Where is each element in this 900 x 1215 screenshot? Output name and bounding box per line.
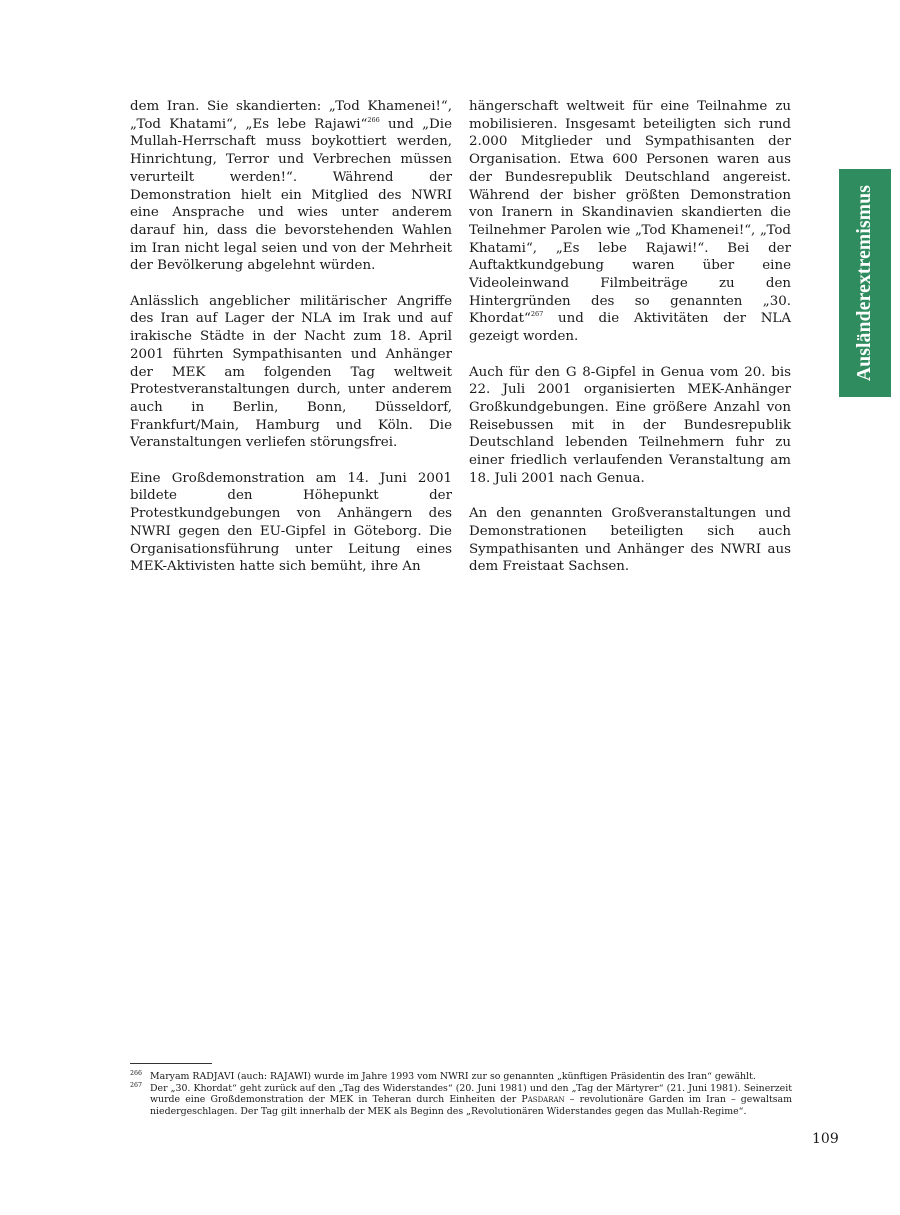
paragraph: hängerschaft weltweit für eine Teilnahme zu mobilisieren. Insgesamt beteiligten sich rund 2.000 Mitglieder und Sympathisanten der Organisation. Etwa 600 Personen waren aus der Bundesrepublik Deutschland angereist. Während der bisher größten Demonstration von Iranern in Skandinavien skandierten die Teilnehmer Parolen wie „Tod Khamenei!“, „Tod Khatami“, „Es lebe Rajawi!“. Bei der Auftaktkundgebung waren über eine Videoleinwand Filmbeiträge zu den Hintergründen des so genannten „30. Khordat“$^{267}$ und die Aktivitäten der NLA gezeigt worden. (469, 99, 791, 345)
footnote-text: Maryam RADJAVI (auch: RAJAWI) wurde im Jahre 1993 vom NWRI zur so genannten „künftigen Präsidentin des Iran“ gewählt. (150, 1071, 756, 1082)
footnote-item (130, 1083, 792, 1118)
paragraph: Auch für den G 8-Gipfel in Genua vom 20. bis 22. Juli 2001 organisierten MEK-Anhänger Großkundgebungen. Eine größere Anzahl von Reisebussen mit in der Bundesrepublik Deutschland lebenden Teilnehmern fuhr zu einer friedlich verlaufenden Veranstaltung am 18. Juli 2001 nach Genua. (469, 364, 791, 486)
smallcaps-term: Pasdaran (521, 1094, 565, 1106)
paragraph: Anlässlich angeblicher militärischer Angriffe des Iran auf Lager der NLA im Irak und auf irakische Städte in der Nacht zum 18. April 2001 führten Sympathisanten und Anhänger der MEK am folgenden Tag weltweit Protestveranstaltungen durch, unter anderem auch in Berlin, Bonn, Düsseldorf, Frankfurt/Main, Hamburg und Köln. Die Veranstaltungen verliefen störungsfrei. (130, 293, 452, 451)
paragraph: An den genannten Großveranstaltungen und Demonstrationen beteiligten sich auch Sympathisanten und Anhänger des NWRI aus dem Freistaat Sachsen. (469, 506, 791, 575)
paragraph: dem Iran. Sie skandierten: „Tod Khamenei!“, „Tod Khatami“, „Es lebe Rajawi“$^{266}$ und „Die Mullah-Herrschaft muss boykottiert werden, Hinrichtung, Terror und Verbrechen müssen verurteilt werden!“. Während der Demonstration hielt ein Mitglied des NWRI eine Ansprache und wies unter anderem darauf hin, dass die bevorstehenden Wahlen im Iran nicht legal seien und von der Mehrheit der Bevölkerung abgelehnt würden. (130, 99, 452, 274)
left-text-column (130, 98, 452, 594)
footnote-number: 267 (130, 1081, 143, 1089)
right-text-column (469, 98, 791, 594)
footnote-divider (130, 1063, 212, 1064)
footnote-reference: 267 (530, 310, 544, 319)
footnote-text: Der „30. Khordat“ geht zurück auf den „Tag des Widerstandes“ (20. Juni 1981) und den „Tag der Märtyrer“ (21. Juni 1981). Seinerzeit wurde eine Großdemonstration der MEK in Teheran durch Einheiten der Pasdaran – revolutionäre Garden im Iran – gewaltsam niedergeschlagen. Der Tag gilt innerhalb der MEK als Beginn des „Revolutionären Widerstandes gegen das Mullah-Regime“. (150, 1082, 793, 1117)
page-number: 109 (812, 1131, 839, 1147)
footnote-number: 266 (130, 1070, 143, 1077)
footnote-item (130, 1071, 792, 1083)
chapter-side-tab (839, 169, 891, 397)
paragraph: Eine Großdemonstration am 14. Juni 2001 bildete den Höhepunkt der Protestkundgebungen von Anhängern des NWRI gegen den EU-Gipfel in Göteborg. Die Organisationsführung unter Leitung eines MEK-Aktivisten hatte sich bemüht, ihre An (130, 470, 452, 575)
chapter-side-tab-label: Ausländerextremismus (854, 184, 875, 382)
footnote-reference: 266 (367, 115, 380, 124)
footnotes (130, 1071, 792, 1117)
